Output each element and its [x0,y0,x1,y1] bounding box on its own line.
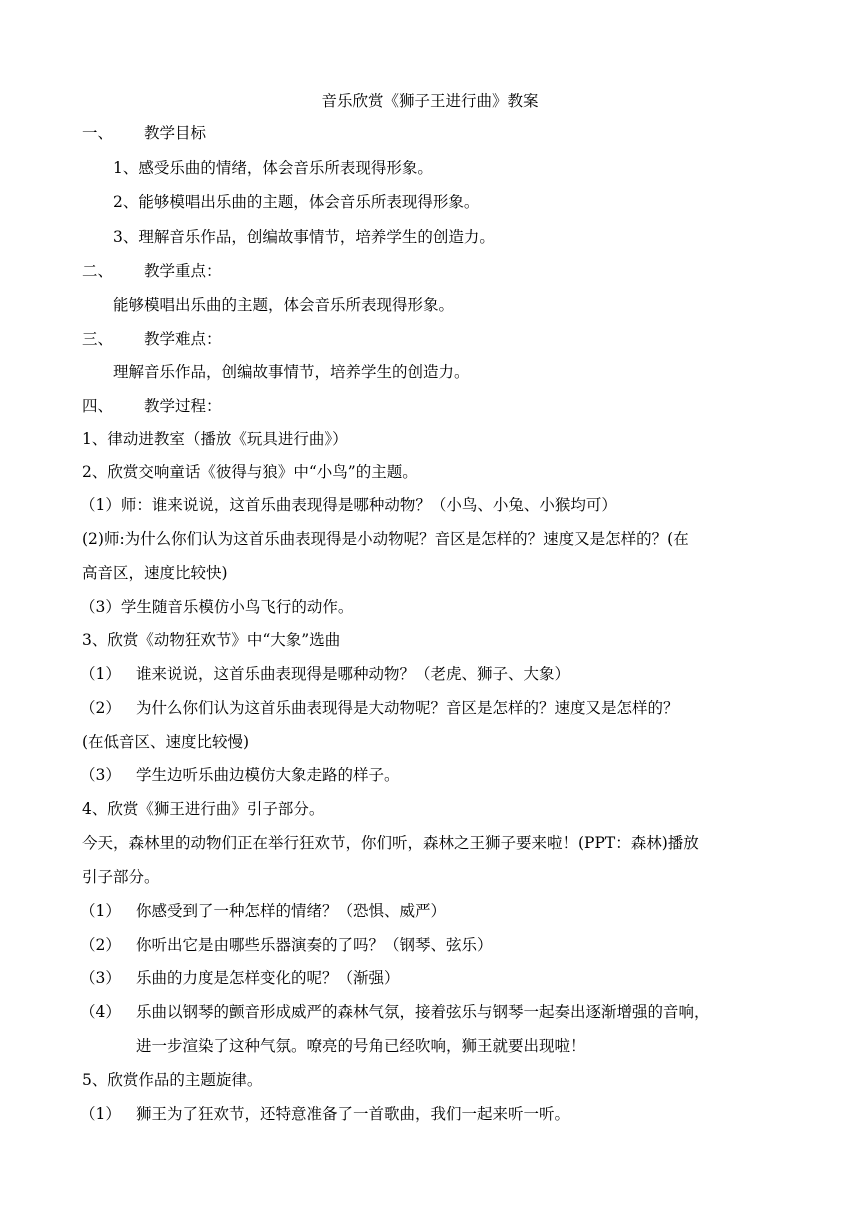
goal-item: 3、理解音乐作品，创编故事情节，培养学生的创造力。 [113,228,495,246]
process-step-2-question: （3）学生随音乐模仿小鸟飞行的动作。 [80,598,354,616]
item-number: （4） [80,1003,121,1021]
process-step-4-item [80,901,446,921]
process-step-3-item-cont: (在低音区、速度比较慢) [82,733,250,751]
process-step-4-item [80,1002,710,1022]
process-step-1: 1、律动进教室（播放《玩具进行曲》） [82,430,348,448]
section-heading-key-points [82,261,222,281]
process-step-3-item [80,664,570,684]
item-number: （1） [80,902,121,920]
section-heading-process [82,396,222,416]
document-title: 音乐欣赏《狮子王进行曲》教案 [321,92,539,110]
section-heading-goals [82,123,206,143]
item-text: 乐曲以钢琴的颤音形成威严的森林气氛，接着弦乐与钢琴一起奏出逐渐增强的音响， [136,1003,710,1021]
section-number: 二、 [82,262,114,280]
section-heading-difficulties [82,329,222,349]
process-step-3-item [80,765,400,785]
item-text: 狮王为了狂欢节，还特意准备了一首歌曲，我们一起来听一听。 [136,1105,571,1123]
item-text: 你听出它是由哪些乐器演奏的了吗？（钢琴、弦乐） [136,936,493,954]
process-step-4-item [80,935,493,955]
process-step-5: 5、欣赏作品的主题旋律。 [82,1071,263,1089]
section-title: 教学难点： [144,330,222,348]
section-title: 教学目标 [144,124,207,142]
item-text: 谁来说说，这首乐曲表现得是哪种动物？（老虎、狮子、大象） [136,665,571,683]
process-step-5-item [80,1104,570,1124]
process-step-3-item [80,698,679,718]
item-number: （2） [80,699,121,717]
section-number: 四、 [82,397,114,415]
process-step-2-question: (2)师:为什么你们认为这首乐曲表现得是小动物呢？音区是怎样的？速度又是怎样的？(在 [82,530,689,548]
item-text: 乐曲的力度是怎样变化的呢？（渐强） [136,969,400,987]
process-step-2-question-cont: 高音区，速度比较快) [82,564,228,582]
process-step-3: 3、欣赏《动物狂欢节》中“大象”选曲 [82,631,341,649]
item-text: 为什么你们认为这首乐曲表现得是大动物呢？音区是怎样的？速度又是怎样的？ [136,699,679,717]
section-title: 教学过程： [144,397,222,415]
goal-item: 1、感受乐曲的情绪，体会音乐所表现得形象。 [113,159,433,177]
item-number: （3） [80,766,121,784]
process-step-2: 2、欣赏交响童话《彼得与狼》中“小鸟”的主题。 [82,463,418,481]
process-step-4-intro-cont: 引子部分。 [82,868,160,886]
item-number: （3） [80,969,121,987]
item-number: （2） [80,936,121,954]
process-step-4-item-cont: 进一步渲染了这种气氛。嘹亮的号角已经吹响，狮王就要出现啦！ [136,1037,586,1055]
item-number: （1） [80,665,121,683]
section-number: 一、 [82,124,114,142]
item-number: （1） [80,1105,121,1123]
item-text: 你感受到了一种怎样的情绪？（恐惧、威严） [136,902,447,920]
difficulty-text: 理解音乐作品，创编故事情节，培养学生的创造力。 [113,363,470,381]
item-text: 学生边听乐曲边模仿大象走路的样子。 [136,766,400,784]
section-title: 教学重点： [144,262,222,280]
goal-item: 2、能够模唱出乐曲的主题，体会音乐所表现得形象。 [113,193,480,211]
process-step-4-item [80,968,400,988]
process-step-4-intro: 今天，森林里的动物们正在举行狂欢节，你们听，森林之王狮子要来啦！(PPT：森林)播放 [82,834,699,852]
process-step-2-question: （1）师：谁来说说，这首乐曲表现得是哪种动物？（小鸟、小兔、小猴均可） [80,496,617,514]
key-point-text: 能够模唱出乐曲的主题，体会音乐所表现得形象。 [113,296,455,314]
process-step-4: 4、欣赏《狮王进行曲》引子部分。 [82,800,325,818]
section-number: 三、 [82,330,114,348]
